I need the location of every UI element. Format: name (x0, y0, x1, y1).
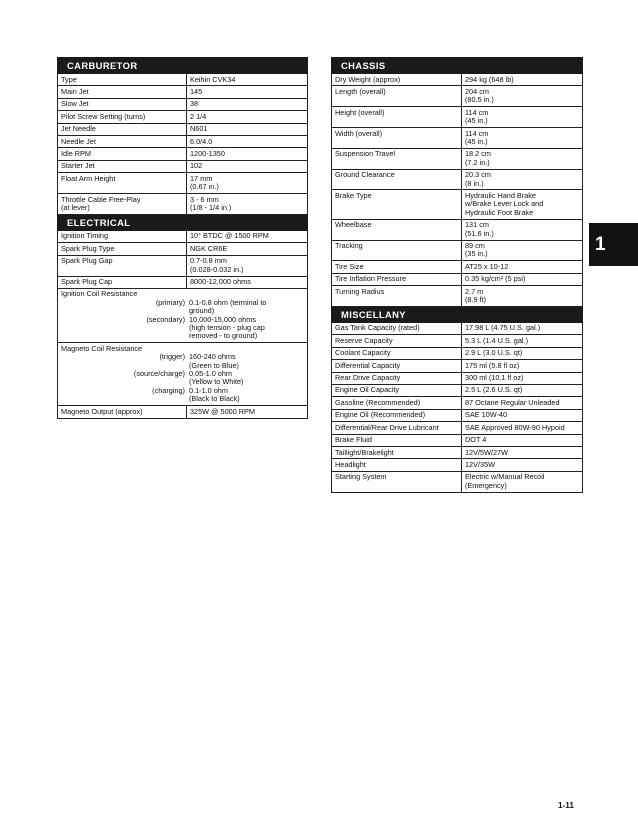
spec-label: Brake Fluid (332, 434, 462, 446)
spec-row (332, 434, 583, 446)
spec-label: Wheelbase (332, 219, 462, 240)
spec-label: Engine Oil (Recommended) (332, 409, 462, 421)
spec-value: 8000-12,000 ohms (187, 276, 308, 288)
spec-value: 20.3 cm (8 in.) (462, 169, 583, 190)
spec-row (58, 98, 308, 110)
spec-label: Float Arm Height (58, 173, 187, 194)
spec-sublabel: (source/charge) (133, 369, 185, 379)
spec-label: Idle RPM (58, 148, 187, 160)
spec-label: Brake Type (332, 190, 462, 219)
spec-value: 38 (187, 98, 308, 110)
spec-row (332, 409, 583, 421)
spec-label: Spark Plug Type (58, 243, 187, 255)
spec-value: 145 (187, 86, 308, 98)
spec-label: Tire Inflation Pressure (332, 273, 462, 285)
spec-row (332, 372, 583, 384)
chassis-section (332, 58, 583, 307)
spec-row (332, 422, 583, 434)
spec-row (58, 86, 308, 98)
spec-label: Coolant Capacity (332, 347, 462, 359)
electrical-heading: ELECTRICAL (58, 214, 308, 230)
spec-value: 0.7-0.8 mm (0.028-0.032 in.) (187, 255, 308, 276)
spec-value: 12V/5W/27W (462, 447, 583, 459)
spec-row (332, 273, 583, 285)
spec-value: 204 cm (80.5 in.) (462, 86, 583, 107)
spec-row (332, 86, 583, 107)
spec-row (332, 148, 583, 169)
electrical-section (58, 214, 308, 288)
spec-value: 10,000-15,000 ohms (high tension - plug cap removed - to ground) (189, 314, 265, 341)
spec-label: Throttle Cable Free-Play (at lever) (58, 194, 187, 215)
spec-value: 17 mm (0.67 in.) (187, 173, 308, 194)
spec-value: 160-240 ohms (Green to Blue) (189, 352, 239, 370)
spec-row (332, 74, 583, 86)
spec-row (332, 322, 583, 334)
spec-label: Length (overall) (332, 86, 462, 107)
spec-value: 87 Octane Regular Unleaded (462, 397, 583, 409)
spec-value: 2.9 L (3.0 U.S. qt) (462, 347, 583, 359)
spec-value: 2 1/4 (187, 111, 308, 123)
spec-row (332, 261, 583, 273)
spec-value: 18.2 cm (7.2 in.) (462, 148, 583, 169)
spec-label: Spark Plug Cap (58, 276, 187, 288)
spec-value: DOT 4 (462, 434, 583, 446)
spec-label: Main Jet (58, 86, 187, 98)
spec-label: Magneto Coil Resistance (61, 343, 143, 353)
spec-value: 325W @ 5000 RPM (187, 406, 308, 418)
spec-label: Starter Jet (58, 160, 187, 172)
spec-label: Taillight/Brakelight (332, 447, 462, 459)
spec-value: SAE Approved 80W-90 Hypoid (462, 422, 583, 434)
spec-value: 0.05-1.0 ohm (Yellow to White) (189, 369, 244, 387)
spec-value: 89 cm (35 in.) (462, 240, 583, 261)
spec-row-magneto-coil (58, 343, 308, 406)
ignition-coil-section (58, 288, 308, 418)
spec-row (332, 169, 583, 190)
spec-row-magneto-output (58, 406, 308, 418)
spec-value: Hydraulic Hand Brake w/Brake Lever Lock and Hydraulic Foot Brake (462, 190, 583, 219)
spec-value: 0.35 kg/cm² (5 psi) (462, 273, 583, 285)
spec-row (332, 471, 583, 492)
spec-row (58, 194, 308, 215)
spec-row-ignition-coil (58, 288, 308, 342)
spec-sublabel: (charging) (152, 385, 185, 395)
carburetor-electrical-table (57, 57, 308, 419)
spec-value: 294 kg (648 lb) (462, 74, 583, 86)
spec-label: Pilot Screw Setting (turns) (58, 111, 187, 123)
spec-value: 2.5 L (2.6 U.S. qt) (462, 384, 583, 396)
spec-value: 300 ml (10.1 fl oz) (462, 372, 583, 384)
spec-label: Headlight (332, 459, 462, 471)
spec-row (58, 276, 308, 288)
spec-label: Type (58, 74, 187, 86)
miscellany-heading: MISCELLANY (332, 306, 583, 322)
spec-sublabel: (primary) (155, 297, 185, 307)
miscellany-section (332, 306, 583, 492)
spec-label: Slow Jet (58, 98, 187, 110)
spec-value: 17.98 L (4.75 U.S. gal.) (462, 322, 583, 334)
spec-value: 1200-1350 (187, 148, 308, 160)
spec-label: Gas Tank Capacity (rated) (332, 322, 462, 334)
spec-row (332, 459, 583, 471)
spec-value: Electric w/Manual Recoil (Emergency) (462, 471, 583, 492)
spec-row (58, 74, 308, 86)
spec-row (332, 384, 583, 396)
spec-label: Suspension Travel (332, 148, 462, 169)
spec-value: 5.3 L (1.4 U.S. gal.) (462, 335, 583, 347)
spec-label: Jet Needle (58, 123, 187, 135)
spec-label: Ground Clearance (332, 169, 462, 190)
spec-label: Width (overall) (332, 128, 462, 149)
spec-label: Tracking (332, 240, 462, 261)
spec-value: 175 ml (5.8 fl oz) (462, 360, 583, 372)
spec-label: Ignition Coil Resistance (61, 289, 138, 299)
spec-label: Gasoline (Recommended) (332, 397, 462, 409)
spec-row (332, 240, 583, 261)
spec-value: Keihin CVK34 (187, 74, 308, 86)
spec-value: 0.1-1.0 ohm (Black to Black) (189, 385, 240, 404)
spec-row (332, 360, 583, 372)
spec-label: Dry Weight (approx) (332, 74, 462, 86)
spec-value: 2.7 m (8.9 ft) (462, 286, 583, 307)
page-number: 1-11 (558, 801, 574, 810)
spec-label: Differential Capacity (332, 360, 462, 372)
spec-label: Spark Plug Gap (58, 255, 187, 276)
spec-row (332, 286, 583, 307)
chassis-miscellany-table (331, 57, 583, 493)
spec-row (58, 230, 308, 242)
spec-row (332, 397, 583, 409)
spec-value: 102 (187, 160, 308, 172)
spec-row (58, 136, 308, 148)
spec-row (58, 111, 308, 123)
spec-value: 3 - 6 mm (1/8 - 1/4 in.) (187, 194, 308, 215)
spec-value: 114 cm (45 in.) (462, 107, 583, 128)
spec-sublabel: (trigger) (159, 352, 185, 362)
spec-value: 10° BTDC @ 1500 RPM (187, 230, 308, 242)
spec-row (332, 107, 583, 128)
spec-value: 12V/35W (462, 459, 583, 471)
spec-label: Height (overall) (332, 107, 462, 128)
carburetor-heading: CARBURETOR (58, 58, 308, 74)
spec-value: AT25 x 10-12 (462, 261, 583, 273)
spec-label: Ignition Timing (58, 230, 187, 242)
spec-label: Reserve Capacity (332, 335, 462, 347)
spec-row (332, 447, 583, 459)
spec-row (332, 347, 583, 359)
spec-label: Differential/Rear Drive Lubricant (332, 422, 462, 434)
spec-row (58, 123, 308, 135)
carburetor-section (58, 58, 308, 215)
spec-label: Magneto Output (approx) (58, 406, 187, 418)
spec-value: 114 cm (45 in.) (462, 128, 583, 149)
chassis-heading: CHASSIS (332, 58, 583, 74)
spec-value: N601 (187, 123, 308, 135)
spec-label: Engine Oil Capacity (332, 384, 462, 396)
spec-row (332, 128, 583, 149)
chapter-tab: 1 (589, 223, 638, 266)
spec-label: Tire Size (332, 261, 462, 273)
spec-row (58, 148, 308, 160)
spec-value: NGK CR6E (187, 243, 308, 255)
spec-row (58, 173, 308, 194)
spec-row (58, 243, 308, 255)
spec-row (332, 190, 583, 219)
spec-row (58, 160, 308, 172)
spec-row (58, 255, 308, 276)
spec-value: 0.1-0.8 ohm (terminal to ground) (189, 297, 267, 316)
spec-value: SAE 10W-40 (462, 409, 583, 421)
spec-value: 131 cm (51.6 in.) (462, 219, 583, 240)
spec-label: Turning Radius (332, 286, 462, 307)
spec-label: Needle Jet (58, 136, 187, 148)
spec-label: Starting System (332, 471, 462, 492)
spec-row (332, 335, 583, 347)
spec-row (332, 219, 583, 240)
spec-value: 6.0/4.0 (187, 136, 308, 148)
spec-sublabel: (secondary) (146, 314, 185, 324)
spec-label: Rear Drive Capacity (332, 372, 462, 384)
